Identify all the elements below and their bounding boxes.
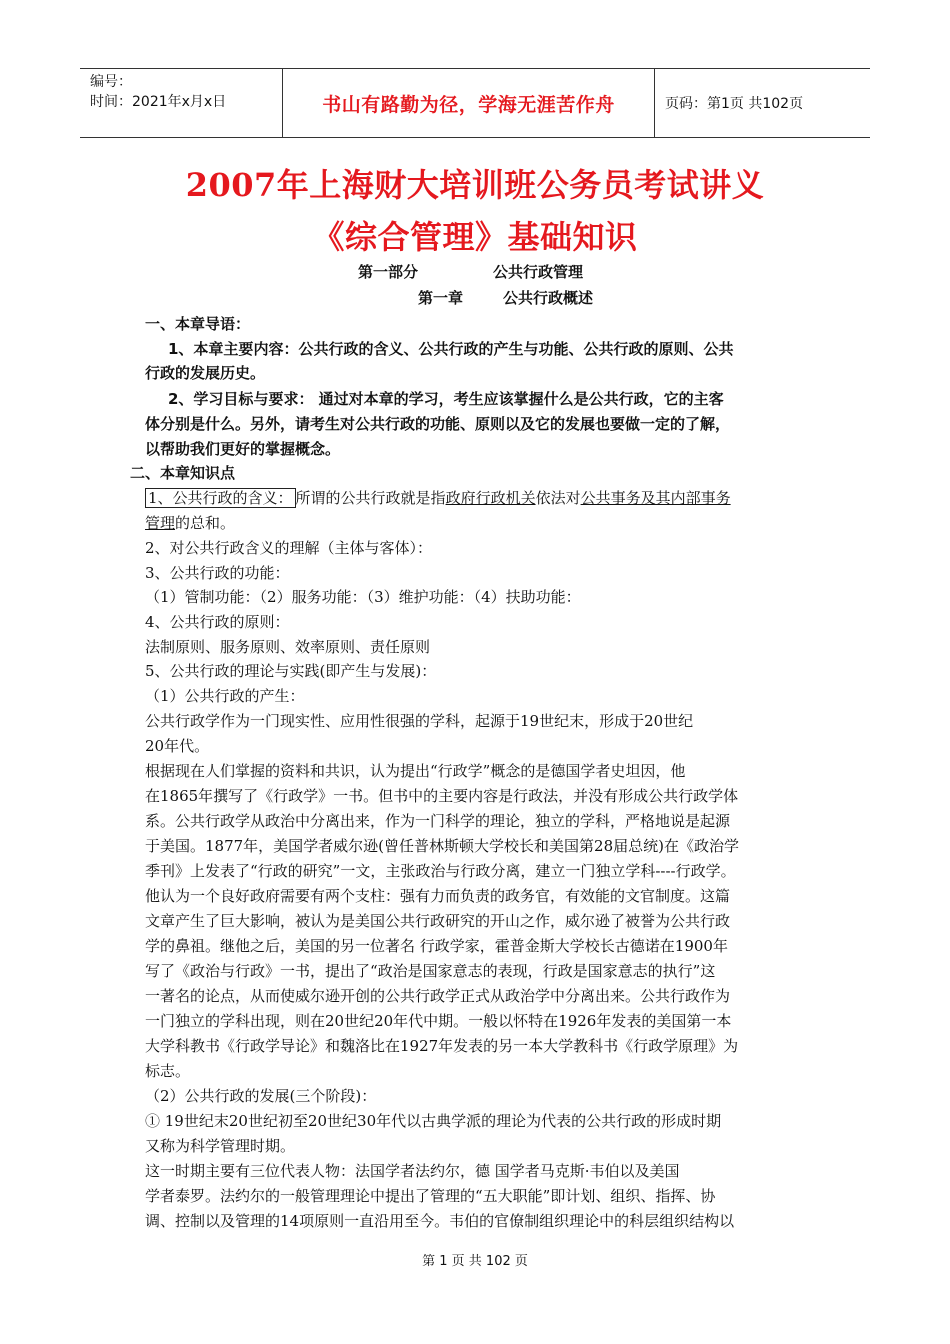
body-line: 系。公共行政学从政治中分离出来，作为一门科学的理论，独立的学科，严格地说是起源 xyxy=(145,812,731,830)
body-line: 公共行政学作为一门现实性、应用性很强的学科，起源于19世纪末，形成于20世纪 xyxy=(145,712,694,730)
page-footer: 第 1 页 共 102 页 xyxy=(422,1254,528,1269)
body-line: 写了《政治与行政》一书，提出了“政治是国家意志的表现，行政是国家意志的执行”这 xyxy=(145,962,716,980)
chapter-label: 第一章 xyxy=(418,289,464,307)
body-line: 他认为一个良好政府需要有两个支柱：强有力而负责的政务官，有效能的文官制度。这篇 xyxy=(145,887,731,905)
definition-line xyxy=(145,487,731,508)
body-line: 学的鼻祖。继他之后，美国的另一位著名 行政学家，霍普金斯大学校长古德诺在1900年 xyxy=(145,937,728,955)
definition-underline-2: 公共事务及其内部事务 xyxy=(580,489,731,507)
intro-item2-a: 2、学习目标与要求： 通过对本章的学习，考生应该掌握什么是公共行政，它的主客 xyxy=(168,390,724,408)
body-line: 5、公共行政的理论与实践(即产生与发展)： xyxy=(145,662,437,680)
header-table xyxy=(80,68,870,138)
intro-item2-b: 体分别是什么。另外，请考生对公共行政的功能、原则以及它的发展也要做一定的了解， xyxy=(145,415,731,433)
body-line: 法制原则、服务原则、效率原则、责任原则 xyxy=(145,638,431,656)
definition-text-1: 所谓的公共行政就是指 xyxy=(295,489,446,507)
part-name: 公共行政管理 xyxy=(493,263,584,281)
body-line: 3、公共行政的功能： xyxy=(145,564,290,582)
body-line: （2）公共行政的发展(三个阶段)： xyxy=(145,1087,377,1105)
body-line: 4、公共行政的原则： xyxy=(145,613,290,631)
body-line: 季刊》上发表了“行政的研究”一文，主张政治与行政分离，建立一门独立学科----行政学。 xyxy=(145,862,736,880)
body-line: 2、对公共行政含义的理解（主体与客体）： xyxy=(145,539,433,557)
body-line: 20年代。 xyxy=(145,737,210,755)
definition-underline-1: 政府行政机关 xyxy=(445,489,536,507)
intro-item1-a: 1、本章主要内容：公共行政的含义、公共行政的产生与功能、公共行政的原则、公共 xyxy=(168,340,734,358)
body-line: 调、控制以及管理的14项原则一直沿用至今。韦伯的官僚制组织理论中的科层组织结构以 xyxy=(145,1212,735,1230)
definition-text-2: 依法对 xyxy=(535,489,581,507)
body-line: 在1865年撰写了《行政学》一书。但书中的主要内容是行政法，并没有形成公共行政学体 xyxy=(145,787,739,805)
body-line: 大学科教书《行政学导论》和魏洛比在1927年发表的另一本大学教科书《行政学原理》为 xyxy=(145,1037,739,1055)
document-title-line2: 《综合管理》基础知识 xyxy=(312,218,638,256)
definition-line-2 xyxy=(145,512,235,533)
definition-underline-3: 管理 xyxy=(145,514,176,532)
header-page-info: 页码：第1页 共102页 xyxy=(665,96,804,112)
part-label: 第一部分 xyxy=(358,263,419,281)
chapter-name: 公共行政概述 xyxy=(503,289,594,307)
intro-item2-c: 以帮助我们更好的掌握概念。 xyxy=(145,440,341,458)
body-line: 这一时期主要有三位代表人物：法国学者法约尔，德 国学者马克斯·韦伯以及美国 xyxy=(145,1162,680,1180)
time-label: 时间：2021年x月x日 xyxy=(90,94,227,110)
header-motto: 书山有路勤为径，学海无涯苦作舟 xyxy=(283,69,655,137)
definition-box: 1、公共行政的含义： xyxy=(145,488,296,508)
body-line: 根据现在人们掌握的资料和共识，认为提出“行政学”概念的是德国学者史坦因，他 xyxy=(145,762,686,780)
document-title-line1: 2007年上海财大培训班公务员考试讲义 xyxy=(185,166,765,204)
knowledge-heading: 二、本章知识点 xyxy=(130,464,236,482)
body-line: （1）管制功能：（2）服务功能：（3）维护功能：（4）扶助功能： xyxy=(145,588,581,606)
body-line: 学者泰罗。法约尔的一般管理理论中提出了管理的“五大职能”即计划、组织、指挥、协 xyxy=(145,1187,716,1205)
number-label: 编号： xyxy=(90,74,132,90)
definition-text-3: 的总和。 xyxy=(175,514,236,532)
body-line: 一门独立的学科出现，则在20世纪20年代中期。一般以怀特在1926年发表的美国第一本 xyxy=(145,1012,732,1030)
body-line: ① 19世纪末20世纪初至20世纪30年代以古典学派的理论为代表的公共行政的形成时期 xyxy=(145,1112,722,1130)
intro-item1-b: 行政的发展历史。 xyxy=(145,364,266,382)
intro-heading: 一、本章导语： xyxy=(145,315,251,333)
body-line: 于美国。1877年，美国学者威尔逊(曾任普林斯顿大学校长和美国第28届总统)在《政治学 xyxy=(145,837,739,855)
body-line: （1）公共行政的产生： xyxy=(145,687,305,705)
body-line: 标志。 xyxy=(145,1062,191,1080)
body-line: 又称为科学管理时期。 xyxy=(145,1137,296,1155)
body-line: 文章产生了巨大影响，被认为是美国公共行政研究的开山之作，威尔逊了被誉为公共行政 xyxy=(145,912,731,930)
header-left-cell xyxy=(80,69,283,137)
body-line: 一著名的论点，从而使威尔逊开创的公共行政学正式从政治学中分离出来。公共行政作为 xyxy=(145,987,731,1005)
